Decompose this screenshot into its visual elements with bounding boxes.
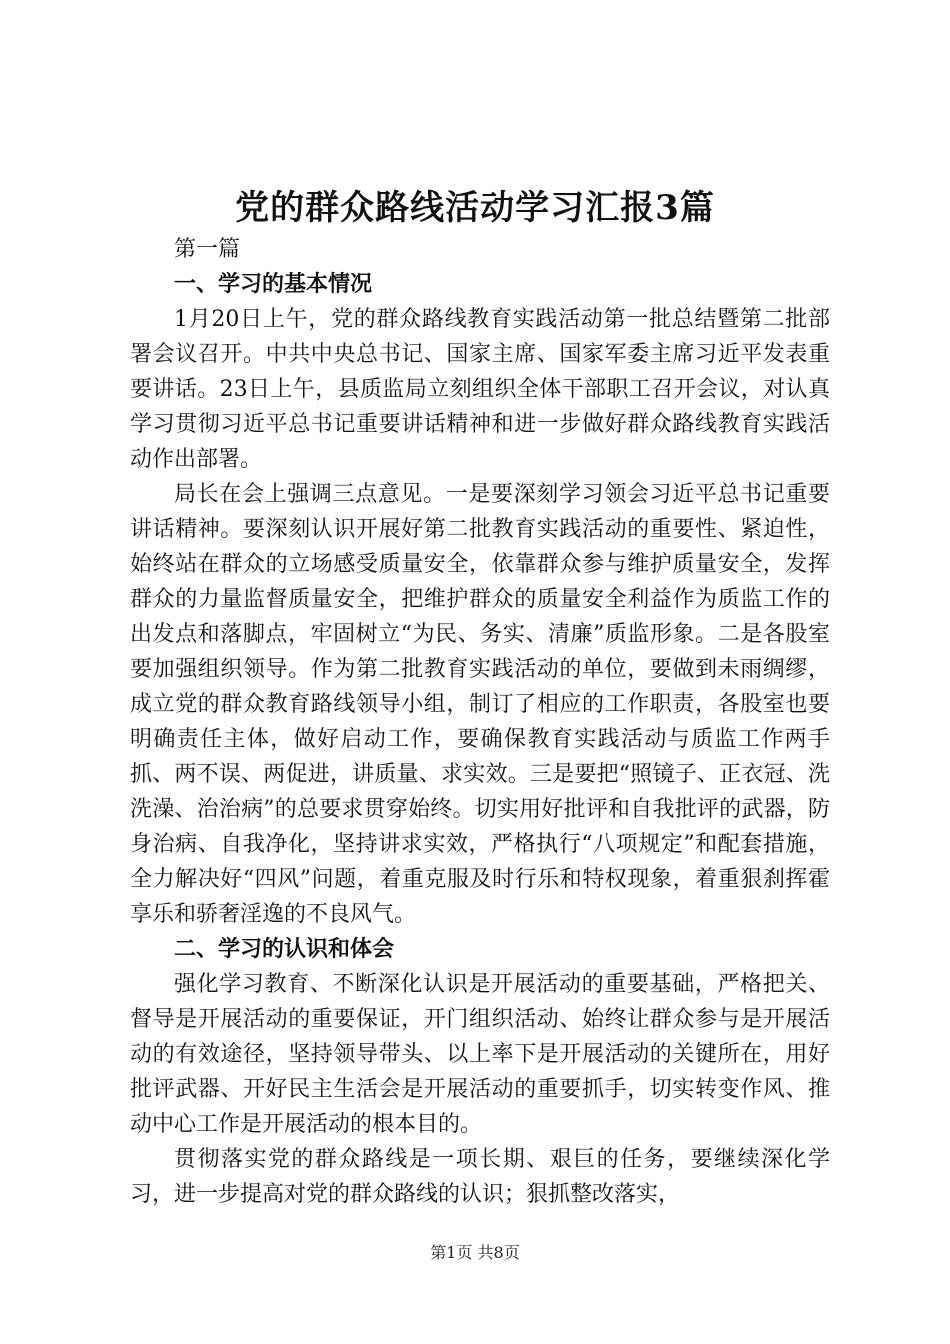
section-heading-1: 一、学习的基本情况 [174,271,373,297]
section-heading-2: 二、学习的认识和体会 [174,936,395,962]
page-footer: 第1页 共8页 [430,1243,520,1262]
paragraph-1: 1月20日上午，党的群众路线教育实践活动第一批总结暨第二批部署会议召开。中共中央总书记、国家主席、国家军委主席习近平发表重要讲话。23日上午，县质监局立刻组织全体干部职工召开会议，对认真学习贯彻习近平总书记重要讲话精神和进一步做好群众路线教育实践活动作出部署。 [130,307,830,472]
paragraph-3: 强化学习教育、不断深化认识是开展活动的重要基础，严格把关、督导是开展活动的重要保证，开门组织活动、始终让群众参与是开展活动的有效途径，坚持领导带头、以上率下是开展活动的关键所在，用好批评武器、开好民主生活会是开展活动的重要抓手，切实转变作风、推动中心工作是开展活动的根本目的。 [130,972,830,1137]
section-label: 第一篇 [174,237,241,262]
paragraph-2: 局长在会上强调三点意见。一是要深刻学习领会习近平总书记重要讲话精神。要深刻认识开展好第二批教育实践活动的重要性、紧迫性，始终站在群众的立场感受质量安全，依靠群众参与维护质量安全，发挥群众的力量监督质量安全，把维护群众的质量安全利益作为质监工作的出发点和落脚点，牢固树立“为民、务实、清廉”质监形象。二是各股室要加强组织领导。作为第二批教育实践活动的单位，要做到未雨绸缪，成立党的群众教育路线领导小组，制订了相应的工作职责，各股室也要明确责任主体，做好启动工作，要确保教育实践活动与质监工作两手抓、两不误、两促进，讲质量、求实效。三是要把“照镜子、正衣冠、洗洗澡、治治病”的总要求贯穿始终。切实用好批评和自我批评的武器，防身治病、自我净化，坚持讲求实效，严格执行“八项规定”和配套措施，全力解决好“四风”问题，着重克服及时行乐和特权现象，着重狠刹挥霍享乐和骄奢淫逸的不良风气。 [130,482,830,927]
document-body [130,232,830,1212]
paragraph-4: 贯彻落实党的群众路线是一项长期、艰巨的任务，要继续深化学习，进一步提高对党的群众路线的认识；狠抓整改落实， [130,1147,830,1207]
document-title: 党的群众路线活动学习汇报3篇 [235,188,715,228]
